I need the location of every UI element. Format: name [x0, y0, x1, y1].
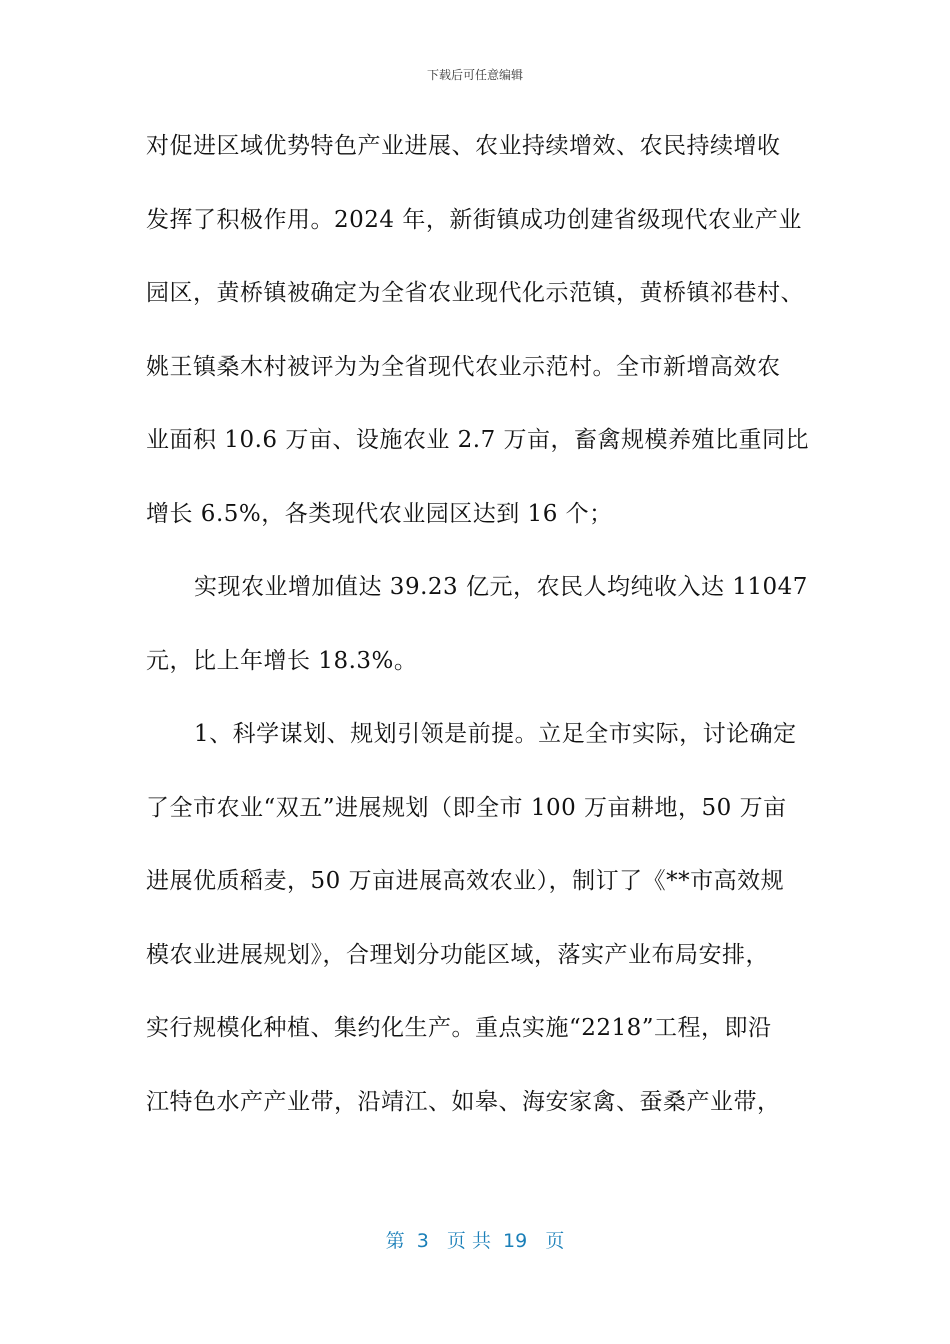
page-number-footer: 第 3 页 共 19 页 [385, 1230, 565, 1252]
body-line-8: 元，比上年增长 18.3%。 [146, 647, 418, 674]
body-line-4: 姚王镇桑木村被评为为全省现代农业示范村。全市新增高效农 [146, 353, 781, 380]
body-line-12: 模农业进展规划》，合理划分功能区域，落实产业布局安排， [146, 941, 769, 968]
body-line-14: 江特色水产产业带，沿靖江、如皋、海安家禽、蚕桑产业带， [146, 1088, 781, 1115]
page-header-note: 下载后可任意编辑 [426, 68, 523, 82]
body-line-6: 增长 6.5%，各类现代农业园区达到 16 个； [146, 500, 613, 527]
body-line-3: 园区，黄桥镇被确定为全省农业现代化示范镇，黄桥镇祁巷村、 [146, 280, 804, 306]
body-line-1: 对促进区域优势特色产业进展、农业持续增效、农民持续增收 [146, 133, 781, 159]
body-line-13: 实行规模化种植、集约化生产。重点实施“2218”工程，即沿 [146, 1015, 772, 1041]
body-line-9: 1、科学谋划、规划引领是前提。立足全市实际，讨论确定 [194, 721, 797, 747]
body-line-7: 实现农业增加值达 39.23 亿元，农民人均纯收入达 11047 [194, 574, 808, 600]
body-line-11: 进展优质稻麦，50 万亩进展高效农业），制订了《**市高效规 [146, 868, 785, 894]
document-body [146, 124, 810, 1153]
body-line-2: 发挥了积极作用。2024 年，新街镇成功创建省级现代农业产业 [146, 206, 802, 233]
body-line-10: 了全市农业“双五”进展规划（即全市 100 万亩耕地，50 万亩 [146, 794, 787, 821]
body-line-5: 业面积 10.6 万亩、设施农业 2.7 万亩，畜禽规模养殖比重同比 [146, 427, 810, 453]
